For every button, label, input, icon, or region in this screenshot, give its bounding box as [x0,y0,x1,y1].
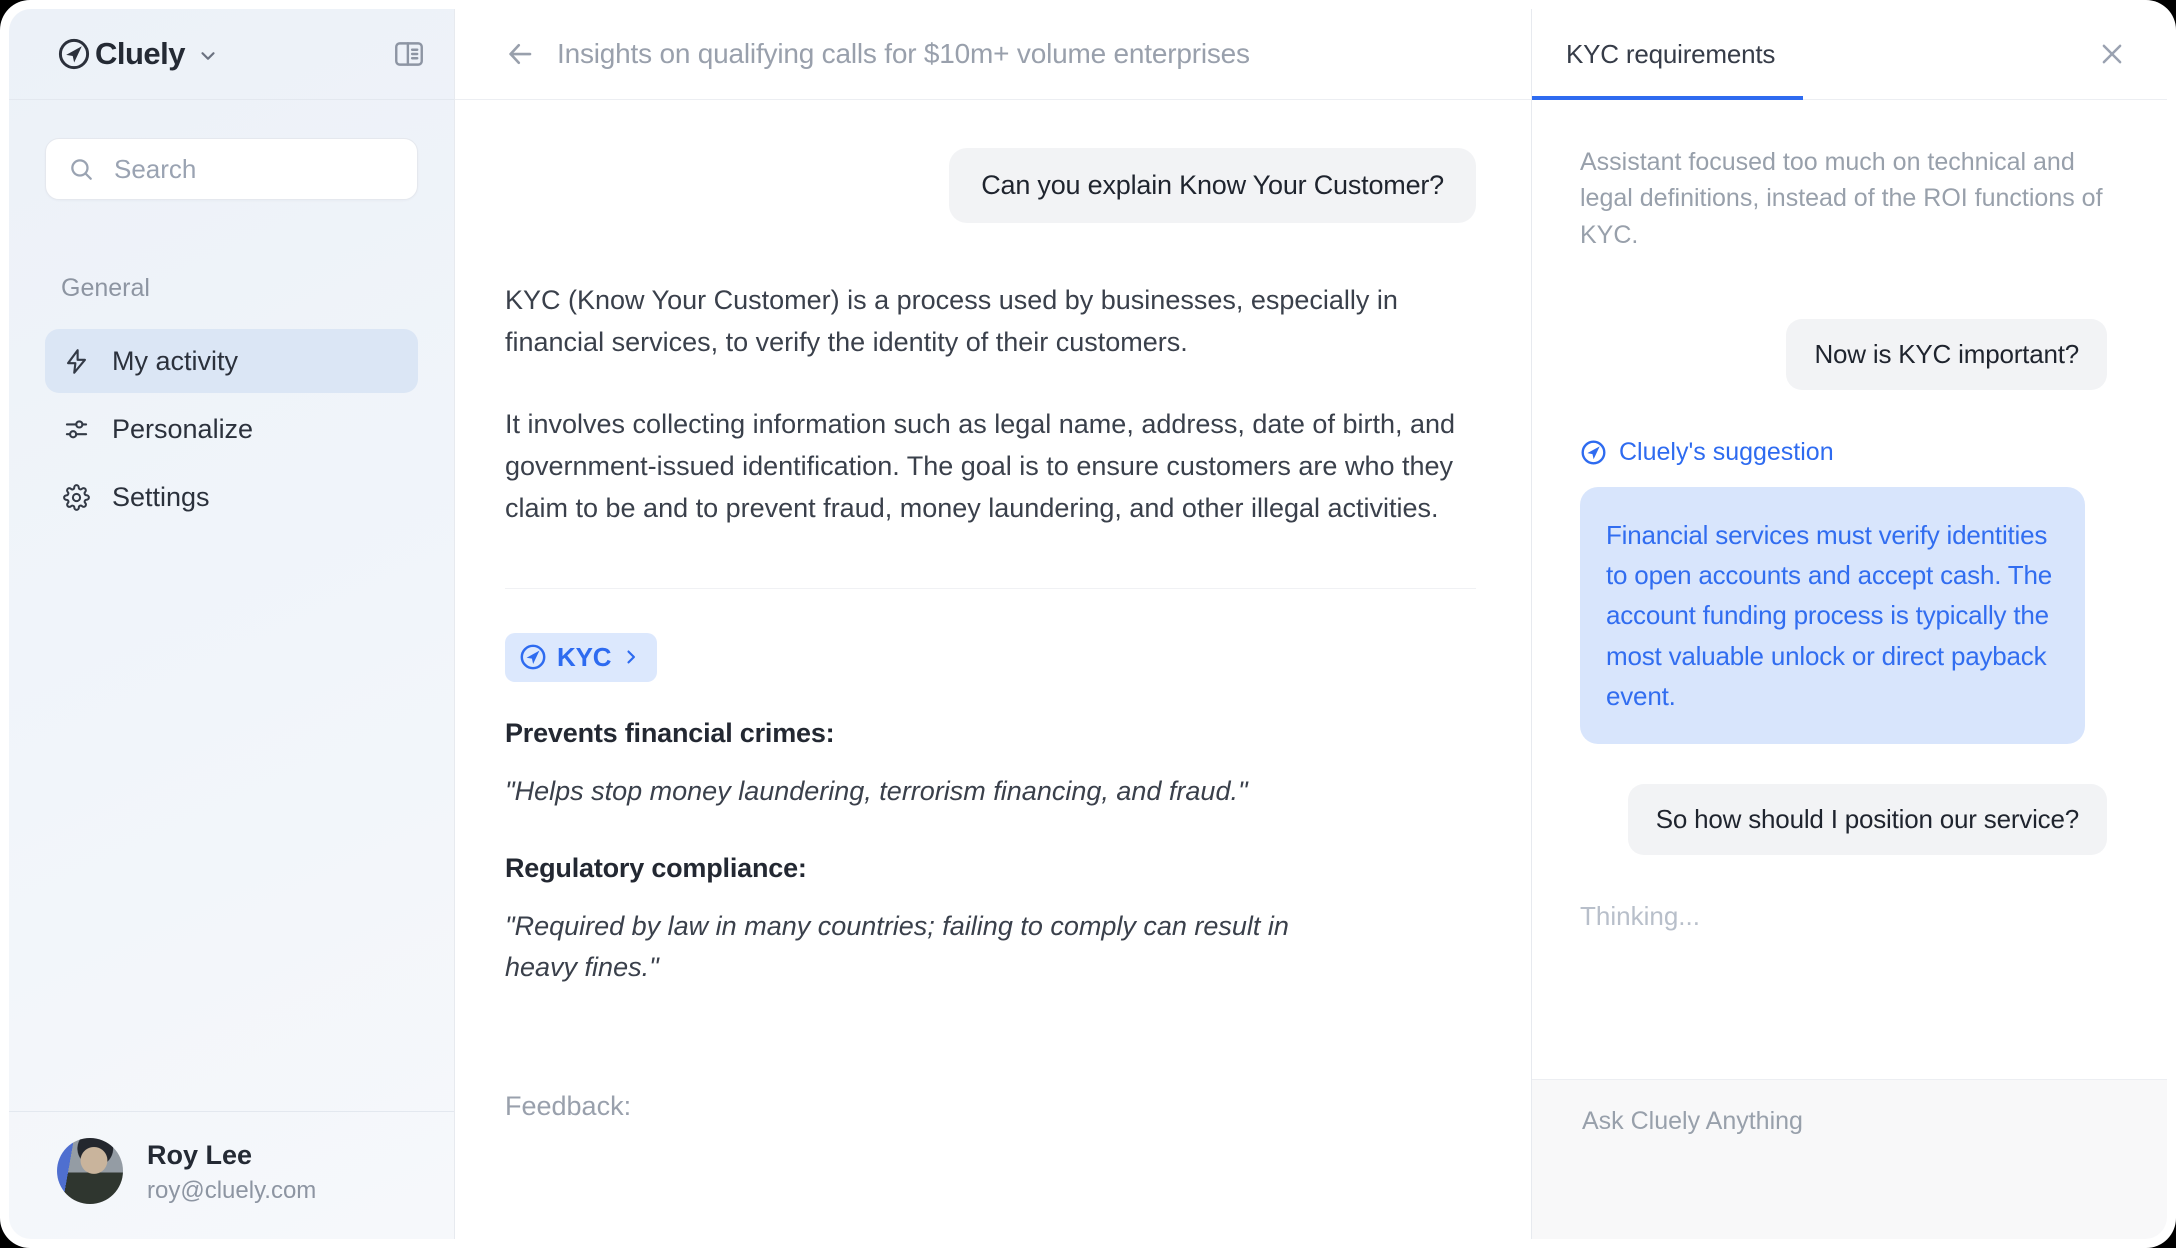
panel-tab-label: KYC requirements [1566,38,1776,69]
user-message-bubble: So how should I position our service? [1628,784,2107,855]
kyc-topic-chip[interactable] [505,633,657,682]
nav-section-label: General [61,274,150,302]
content-divider [505,588,1476,589]
sidebar-spacer [9,533,454,1111]
search-area [9,100,454,200]
sidebar-item-my-activity[interactable] [45,329,418,393]
kyc-chip-label: KYC [557,641,612,672]
thinking-status: Thinking... [1580,901,1700,932]
tab-kyc-requirements[interactable] [1532,9,1803,99]
profile-text [147,1138,316,1205]
sidebar-item-label: Personalize [112,413,254,444]
avatar [57,1138,123,1204]
section-heading: Regulatory compliance: [505,853,807,884]
ask-cluely-input[interactable] [1580,1106,2131,1137]
close-icon[interactable] [2097,39,2127,69]
panel-description: Assistant focused too much on technical and legal definitions, instead of the ROI functions of KYC. [1580,148,2103,249]
user-message-bubble: Can you explain Know Your Customer? [949,148,1476,223]
back-arrow-icon[interactable] [505,39,535,69]
cluely-suggestion-header [1580,438,1834,467]
sidebar-item-label: My activity [112,345,239,376]
brand-name: Cluely [95,36,186,71]
kyc-requirements-panel [1531,9,2167,1239]
cluely-logo-icon [519,643,547,671]
suggestion-label: Cluely's suggestion [1619,437,1834,466]
sidebar-header [9,9,454,100]
sidebar-item-settings[interactable] [45,465,418,529]
bolt-icon [63,348,90,375]
app-root [9,9,2167,1239]
assistant-paragraph: KYC (Know Your Customer) is a process used by businesses, especially in financial services, to verify the identity of their customers. [505,285,1398,358]
sidebar [9,9,455,1239]
feedback-label: Feedback: [505,1091,632,1122]
panel-header [1532,9,2167,100]
search-box[interactable] [45,138,418,200]
cluely-logo-icon [57,37,91,71]
profile-name: Roy Lee [147,1139,253,1170]
sidebar-item-label: Settings [112,481,210,512]
search-icon [68,156,94,182]
chevron-right-icon [621,647,641,667]
search-input[interactable] [112,153,451,186]
ask-cluely-input-zone[interactable] [1532,1079,2167,1239]
gear-icon [63,484,90,511]
profile-email: roy@cluely.com [147,1177,317,1204]
section-quote: "Required by law in many countries; failing to comply can result in heavy fines." [505,911,1289,982]
sidebar-item-personalize[interactable] [45,397,418,461]
section-quote: "Helps stop money laundering, terrorism financing, and fraud." [505,775,1248,806]
chevron-down-icon [197,45,219,67]
sidebar-toggle-icon[interactable] [392,37,426,71]
panel-body [1532,100,2167,1079]
brand-menu[interactable] [57,36,219,72]
section-heading: Prevents financial crimes: [505,717,835,748]
main-column [455,9,1531,1239]
sidebar-nav [9,274,454,533]
user-message-bubble: Now is KYC important? [1786,319,2107,390]
user-profile[interactable] [9,1111,454,1239]
cluely-logo-icon [1580,439,1607,466]
main-header [455,9,1531,100]
suggestion-card: Financial services must verify identities to open accounts and accept cash. The account funding process is typically the most valuable unlock or direct payback event. [1580,487,2085,744]
chat-transcript [455,100,1531,1239]
sliders-icon [63,416,90,443]
assistant-paragraph: It involves collecting information such as legal name, address, date of birth, and government-issued identification. The goal is to ensure customers are who they claim to be and to prevent fraud, money laundering, and other illegal activities. [505,409,1456,524]
page-title: Insights on qualifying calls for $10m+ volume enterprises [557,38,1250,69]
